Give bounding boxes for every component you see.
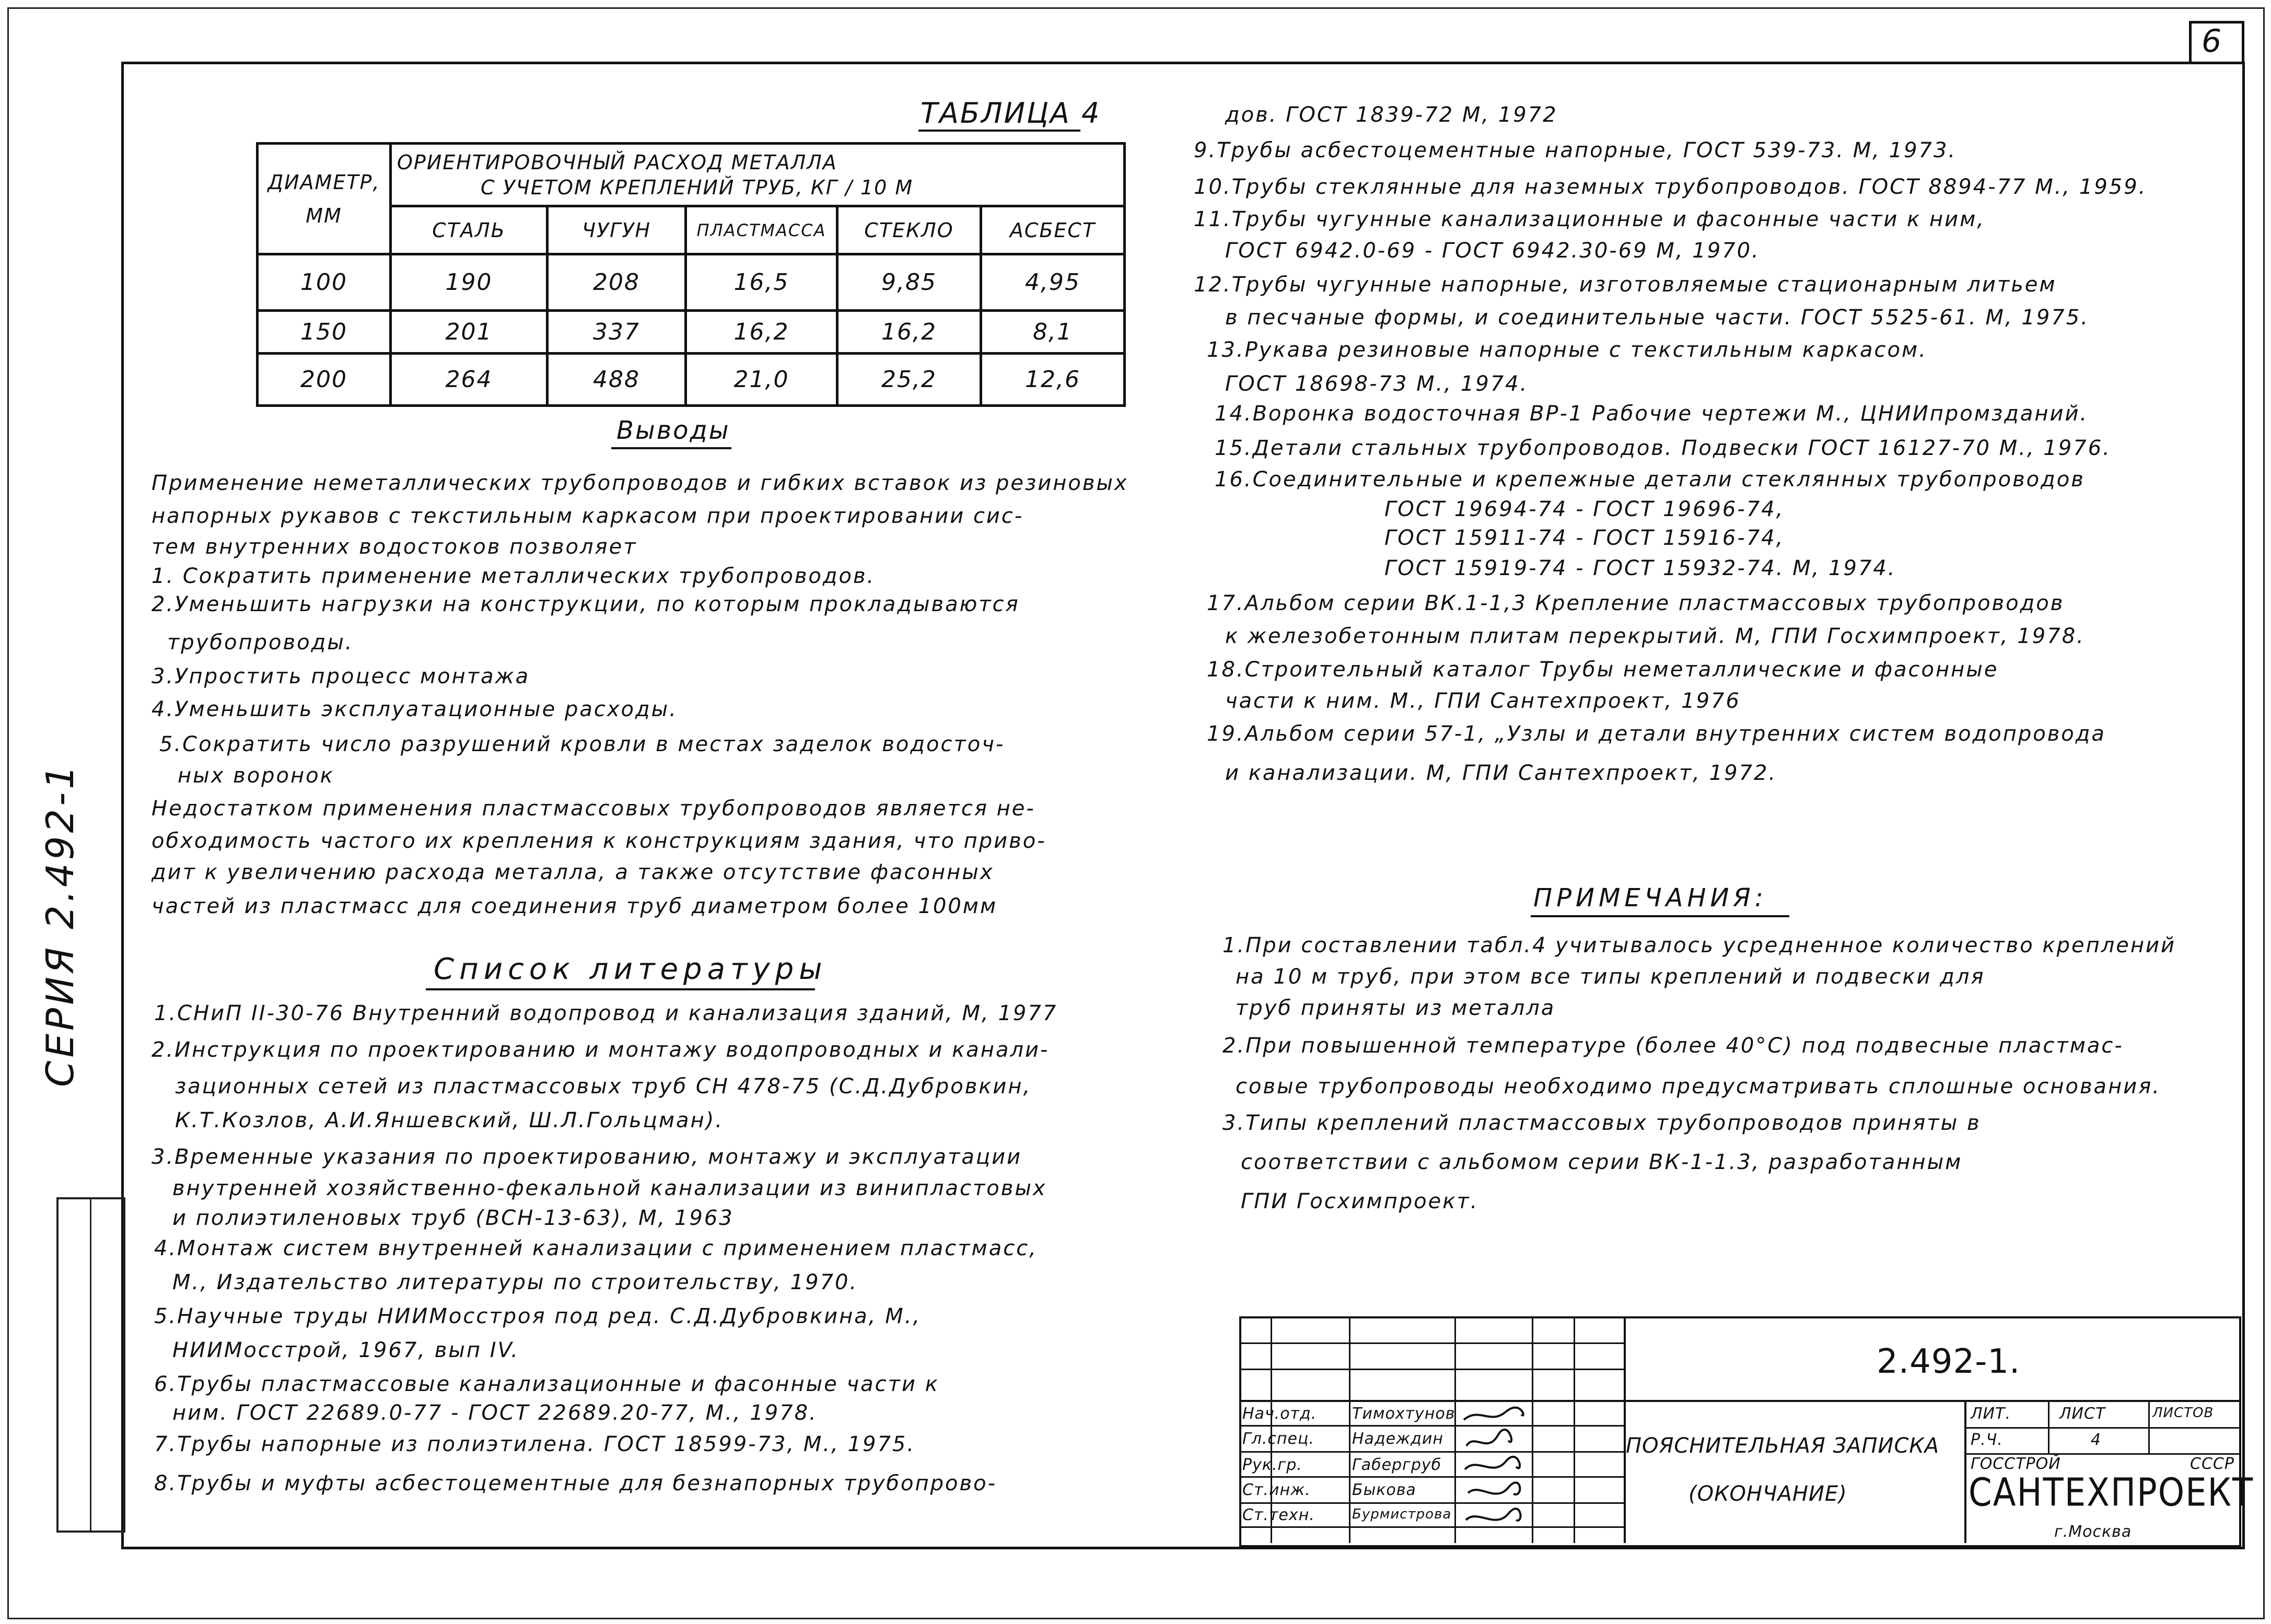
- literature-line: 11.Трубы чугунные канализационные и фасонные части к ним,: [1194, 207, 1986, 231]
- header-diameter-line1: ДИАМЕТР,: [267, 170, 380, 194]
- table-cell: 264: [391, 354, 548, 406]
- literature-line: 6.Трубы пластмассовые канализационные и фасонные части к: [154, 1372, 939, 1396]
- notes-line: ГПИ Госхимпроект.: [1241, 1189, 1479, 1213]
- conclusions-line: 4.Уменьшить эксплуатационные расходы.: [152, 697, 678, 721]
- table-cell: 100: [258, 254, 391, 311]
- literature-line: части к ним. М., ГПИ Сантехпроект, 1976: [1225, 689, 1741, 713]
- notes-title: ПРИМЕЧАНИЯ:: [1533, 883, 1767, 913]
- conclusions-title-underline: [611, 447, 731, 449]
- notes-line: совые трубопроводы необходимо предусматривать сплошные основания.: [1236, 1074, 2161, 1099]
- org-top-right: СССР: [2190, 1455, 2234, 1473]
- table-cell: 12,6: [981, 354, 1125, 406]
- page-number: 6: [2202, 23, 2222, 60]
- literature-line: 14.Воронка водосточная ВР-1 Рабочие чертежи М., ЦНИИпромзданий.: [1215, 402, 2089, 426]
- table-cell: 201: [391, 311, 548, 354]
- literature-line: зационных сетей из пластмассовых труб СН 478-75 (С.Д.Дубровкин,: [175, 1074, 1032, 1099]
- header-consumption-line2: С УЧЕТОМ КРЕПЛЕНИЙ ТРУБ, КГ / 10 М: [481, 176, 914, 199]
- title-block: [1239, 1316, 2254, 1545]
- literature-line: М., Издательство литературы по строительству, 1970.: [172, 1270, 858, 1294]
- document-code: 2.492-1.: [1877, 1342, 2021, 1381]
- literature-line: 19.Альбом серии 57-1, „Узлы и детали внутренних систем водопровода: [1207, 722, 2106, 746]
- notes-line: труб приняты из металла: [1236, 996, 1556, 1020]
- table-cell: 16,2: [686, 311, 837, 354]
- role-label: Ст.инж.: [1242, 1481, 1311, 1499]
- table-cell: 190: [391, 254, 548, 311]
- conclusions-line: Недостатком применения пластмассовых трубопроводов является не-: [152, 797, 1035, 821]
- notes-line: 2.При повышенной температуре (более 40°С) под подвесные пластмас-: [1222, 1034, 2124, 1058]
- conclusions-line: трубопроводы.: [167, 630, 354, 655]
- literature-line: ГОСТ 15911-74 - ГОСТ 15916-74,: [1384, 526, 1785, 550]
- literature-line: к железобетонным плитам перекрытий. М, ГПИ Госхимпроект, 1978.: [1225, 624, 2085, 648]
- literature-line: ним. ГОСТ 22689.0-77 - ГОСТ 22689.20-77, М., 1978.: [172, 1401, 818, 1425]
- literature-line: и полиэтиленовых труб (ВСН-13-63), М, 1963: [172, 1206, 734, 1230]
- literature-line: в песчаные формы, и соединительные части. ГОСТ 5525-61. М, 1975.: [1225, 306, 2089, 330]
- table-cell: 9,85: [837, 254, 981, 311]
- column-header: ЧУГУН: [548, 206, 686, 254]
- literature-line: 16.Соединительные и крепежные детали стеклянных трубопроводов: [1215, 468, 2085, 492]
- conclusions-line: тем внутренних водостоков позволяет: [152, 535, 637, 559]
- literature-line: ГОСТ 18698-73 М., 1974.: [1225, 372, 1529, 396]
- literature-line: и канализации. М, ГПИ Сантехпроект, 1972.: [1225, 761, 1777, 785]
- document-title: ПОЯСНИТЕЛЬНАЯ ЗАПИСКА: [1626, 1434, 1940, 1458]
- metal-consumption-table: [256, 142, 1126, 407]
- literature-line: 9.Трубы асбестоцементные напорные, ГОСТ 539-73. М, 1973.: [1194, 138, 1957, 162]
- person-name: Надеждин: [1352, 1430, 1444, 1448]
- literature-line: 18.Строительный каталог Трубы неметаллические и фасонные: [1207, 658, 1999, 682]
- sheets-label: ЛИСТОВ: [2152, 1405, 2214, 1421]
- header-diameter: [258, 144, 391, 254]
- literature-line: 7.Трубы напорные из полиэтилена. ГОСТ 18599-73, М., 1975.: [154, 1432, 916, 1456]
- table-cell: 21,0: [686, 354, 837, 406]
- column-header: АСБЕСТ: [981, 206, 1125, 254]
- literature-line: 4.Монтаж систем внутренней канализации с применением пластмасс,: [154, 1236, 1038, 1260]
- table-cell: 25,2: [837, 354, 981, 406]
- conclusions-line: частей из пластмасс для соединения труб диаметром более 100мм: [152, 894, 998, 918]
- header-consumption-line1: ОРИЕНТИРОВОЧНЫЙ РАСХОД МЕТАЛЛА: [397, 150, 837, 174]
- series-label: СЕРИЯ 2.492-1: [38, 762, 82, 1087]
- notes-line: 1.При составлении табл.4 учитывалось усредненное количество креплений: [1222, 933, 2176, 957]
- conclusions-line: 2.Уменьшить нагрузки на конструкции, по которым прокладываются: [152, 592, 1020, 616]
- literature-line: К.Т.Козлов, А.И.Яншевский, Ш.Л.Гольцман).: [175, 1108, 724, 1132]
- role-label: Ст.техн.: [1242, 1506, 1315, 1524]
- table-row: [258, 254, 1125, 311]
- notes-line: 3.Типы креплений пластмассовых трубопроводов приняты в: [1222, 1111, 1981, 1135]
- table-cell: 200: [258, 354, 391, 406]
- role-label: Нач.отд.: [1242, 1405, 1317, 1423]
- conclusions-line: напорных рукавов с текстильным каркасом при проектировании сис-: [152, 504, 1024, 528]
- literature-line: ГОСТ 19694-74 - ГОСТ 19696-74,: [1384, 497, 1785, 521]
- conclusions-title: Выводы: [616, 416, 730, 445]
- literature-line: внутренней хозяйственно-фекальной канализации из винипластовых: [172, 1176, 1047, 1200]
- conclusions-line: обходимость частого их крепления к конструкциям здания, что приво-: [152, 829, 1046, 853]
- notes-title-underline: [1531, 915, 1789, 917]
- column-header: СТАЛЬ: [391, 206, 548, 254]
- stage-label: ЛИТ.: [1971, 1405, 2011, 1423]
- table-row: [258, 311, 1125, 354]
- literature-line: НИИМосстрой, 1967, вып IV.: [172, 1338, 520, 1362]
- document-subtitle: (ОКОНЧАНИЕ): [1688, 1482, 1847, 1506]
- literature-line: 5.Научные труды НИИМосстроя под ред. С.Д.Дубровкина, М.,: [154, 1304, 922, 1328]
- literature-line: 15.Детали стальных трубопроводов. Подвески ГОСТ 16127-70 М., 1976.: [1215, 436, 2111, 460]
- conclusions-line: Применение неметаллических трубопроводов и гибких вставок из резиновых: [152, 471, 1128, 495]
- city: г.Москва: [2054, 1523, 2132, 1541]
- person-name: Габергруб: [1352, 1456, 1442, 1474]
- literature-line: 10.Трубы стеклянные для наземных трубопроводов. ГОСТ 8894-77 М., 1959.: [1194, 175, 2147, 199]
- org-name: САНТЕХПРОЕКТ: [1969, 1471, 2254, 1516]
- left-stamp-columns: [56, 1197, 125, 1533]
- conclusions-line: дит к увеличению расхода металла, а также отсутствие фасонных: [152, 860, 994, 884]
- role-label: Рук.гр.: [1242, 1456, 1302, 1474]
- literature-line: ГОСТ 15919-74 - ГОСТ 15932-74. М, 1974.: [1384, 556, 1896, 580]
- literature-line: ГОСТ 6942.0-69 - ГОСТ 6942.30-69 М, 1970.: [1225, 239, 1760, 263]
- literature-line: 12.Трубы чугунные напорные, изготовляемые стационарным литьем: [1194, 273, 2057, 297]
- column-header: СТЕКЛО: [837, 206, 981, 254]
- header-consumption: [391, 144, 1125, 206]
- literature-line: 1.СНиП II-30-76 Внутренний водопровод и канализация зданий, М, 1977: [154, 1001, 1058, 1025]
- conclusions-line: 3.Упростить процесс монтажа: [152, 664, 530, 688]
- conclusions-line: 5.Сократить число разрушений кровли в местах заделок водосточ-: [159, 732, 1005, 756]
- table-cell: 8,1: [981, 311, 1125, 354]
- table-cell: 150: [258, 311, 391, 354]
- table-cell: 488: [548, 354, 686, 406]
- role-label: Гл.спец.: [1242, 1430, 1314, 1448]
- literature-title: Список литературы: [434, 952, 828, 986]
- literature-title-underline: [426, 988, 815, 990]
- conclusions-line: ных воронок: [178, 764, 334, 788]
- column-header: ПЛАСТМАССА: [686, 206, 837, 254]
- table-cell: 16,5: [686, 254, 837, 311]
- header-diameter-line2: ММ: [306, 204, 342, 227]
- person-name: Быкова: [1352, 1481, 1416, 1499]
- sheet-value: 4: [2091, 1431, 2102, 1449]
- notes-line: соответствии с альбомом серии ВК-1-1.3, разработанным: [1241, 1150, 1963, 1174]
- table-row: [258, 354, 1125, 406]
- signatures: [1459, 1404, 1532, 1540]
- literature-line: дов. ГОСТ 1839-72 М, 1972: [1225, 103, 1558, 127]
- stage-value: Р.Ч.: [1971, 1431, 2003, 1449]
- literature-line: 3.Временные указания по проектированию, монтажу и эксплуатации: [152, 1145, 1022, 1169]
- literature-line: 8.Трубы и муфты асбестоцементные для безнапорных трубопрово-: [154, 1471, 997, 1496]
- notes-line: на 10 м труб, при этом все типы креплений и подвески для: [1236, 965, 1985, 989]
- literature-line: 13.Рукава резиновые напорные с текстильным каркасом.: [1207, 338, 1927, 362]
- sheet-label: ЛИСТ: [2059, 1405, 2106, 1423]
- literature-line: 17.Альбом серии ВК.1-1,3 Крепление пластмассовых трубопроводов: [1207, 591, 2065, 615]
- series-label-vertical: [21, 742, 99, 1107]
- table-caption-underline: [918, 130, 1080, 132]
- person-name: Тимохтунов: [1352, 1405, 1455, 1423]
- table-cell: 208: [548, 254, 686, 311]
- table-cell: 337: [548, 311, 686, 354]
- person-name: Бурмистрова: [1352, 1506, 1452, 1522]
- conclusions-line: 1. Сократить применение металлических трубопроводов.: [152, 564, 876, 588]
- table-cell: 16,2: [837, 311, 981, 354]
- literature-line: 2.Инструкция по проектированию и монтажу водопроводных и канали-: [152, 1038, 1050, 1062]
- table-cell: 4,95: [981, 254, 1125, 311]
- org-top-left: ГОССТРОЙ: [1971, 1455, 2061, 1473]
- table-caption: ТАБЛИЦА 4: [921, 97, 1101, 130]
